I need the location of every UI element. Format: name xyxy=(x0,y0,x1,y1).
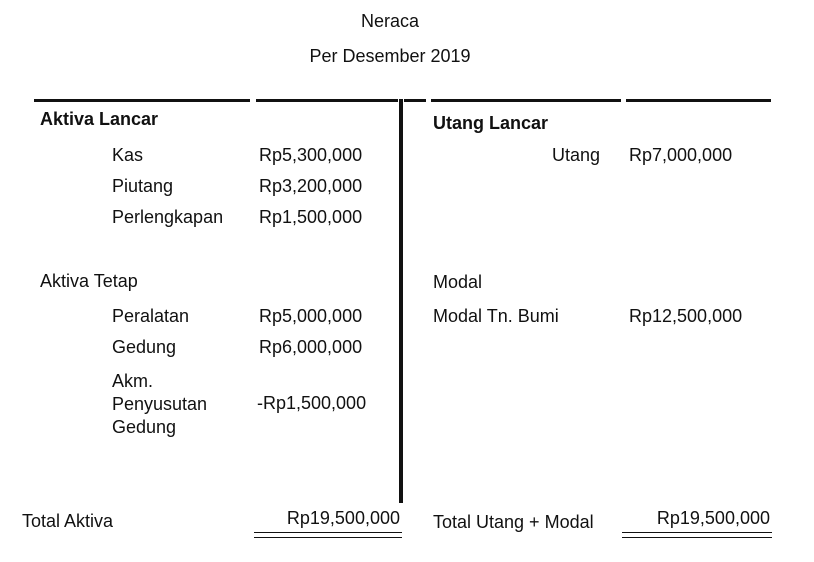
report-subtitle: Per Desember 2019 xyxy=(309,46,471,66)
asset-value-peralatan: Rp5,000,000 xyxy=(259,306,363,326)
top-rule-left-label xyxy=(34,99,250,102)
asset-label-gedung: Gedung xyxy=(112,337,177,357)
asset-label-akm-line3: Gedung xyxy=(112,417,177,437)
total-assets-label: Total Aktiva xyxy=(22,511,114,531)
top-rule-right-value xyxy=(626,99,771,102)
total-liab-equity-double-underline xyxy=(622,532,772,538)
total-assets-value: Rp19,500,000 xyxy=(286,508,400,528)
liability-value-utang: Rp7,000,000 xyxy=(629,145,733,165)
total-liab-equity-label: Total Utang + Modal xyxy=(433,512,594,532)
total-assets-double-underline xyxy=(254,532,402,538)
center-divider xyxy=(399,99,403,503)
asset-label-perlengkapan: Perlengkapan xyxy=(112,207,224,227)
equity-heading: Modal xyxy=(433,272,483,292)
fixed-assets-heading: Aktiva Tetap xyxy=(40,271,138,291)
report-title: Neraca xyxy=(360,11,420,31)
liability-label-utang: Utang xyxy=(551,145,600,165)
asset-value-akm-penyusutan: -Rp1,500,000 xyxy=(257,393,367,413)
current-assets-heading: Aktiva Lancar xyxy=(40,109,159,129)
asset-value-kas: Rp5,300,000 xyxy=(259,145,363,165)
asset-label-piutang: Piutang xyxy=(112,176,174,196)
asset-label-akm-line2: Penyusutan xyxy=(112,394,208,414)
asset-label-akm-line1: Akm. xyxy=(112,371,154,391)
asset-value-gedung: Rp6,000,000 xyxy=(259,337,363,357)
asset-label-peralatan: Peralatan xyxy=(112,306,190,326)
asset-label-kas: Kas xyxy=(112,145,144,165)
equity-value-modal: Rp12,500,000 xyxy=(629,306,743,326)
top-rule-right-label xyxy=(431,99,621,102)
equity-label-modal: Modal Tn. Bumi xyxy=(433,306,559,326)
total-liab-equity-value: Rp19,500,000 xyxy=(656,508,770,528)
current-liabilities-heading: Utang Lancar xyxy=(433,113,549,133)
asset-value-perlengkapan: Rp1,500,000 xyxy=(259,207,363,227)
top-rule-left-value xyxy=(256,99,398,102)
asset-value-piutang: Rp3,200,000 xyxy=(259,176,363,196)
top-rule-center xyxy=(404,99,426,102)
